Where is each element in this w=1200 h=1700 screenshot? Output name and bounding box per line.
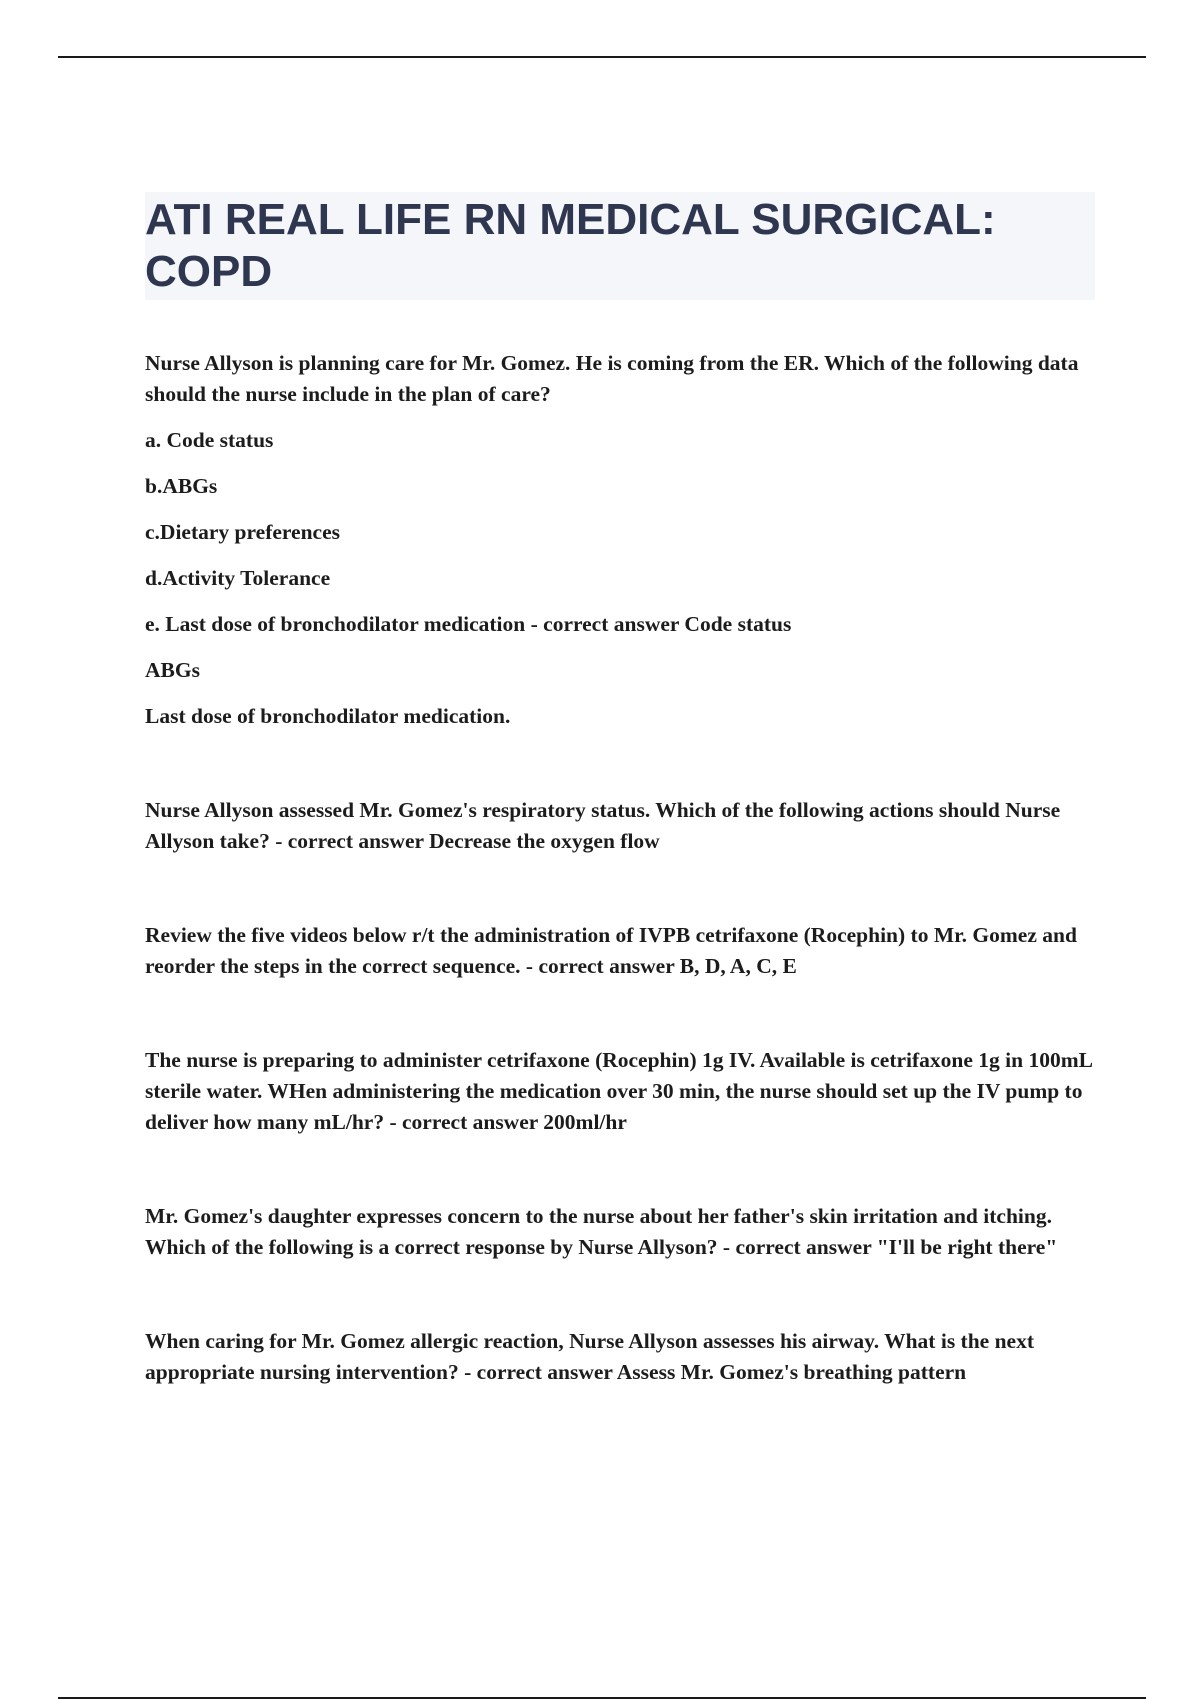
question-4-text: The nurse is preparing to administer cetrifaxone (Rocephin) 1g IV. Available is cetrifaxone 1g in 100mL sterile water. WHen administering the medication over 30 min, the nurse should set up the IV pump to deliver how many mL/hr? - correct answer 200ml/hr [145, 1048, 1092, 1134]
question-1-line: d.Activity Tolerance [145, 566, 331, 590]
title-banner [145, 192, 1095, 300]
question-1-line: Last dose of bronchodilator medication. [145, 704, 511, 728]
document-body [145, 192, 1095, 1388]
top-rule [58, 56, 1146, 58]
question-1-line: c.Dietary preferences [145, 520, 341, 544]
question-1-line: b.ABGs [145, 474, 218, 498]
question-block-4 [145, 1045, 1095, 1138]
question-1-text: Nurse Allyson is planning care for Mr. Gomez. He is coming from the ER. Which of the following data should the nurse include in the plan of care? [145, 351, 1079, 406]
question-3-text: Review the five videos below r/t the administration of IVPB cetrifaxone (Rocephin) to Mr. Gomez and reorder the steps in the correct sequence. - correct answer B, D, A, C, E [145, 923, 1077, 978]
question-1-line: e. Last dose of bronchodilator medication - correct answer Code status [145, 612, 792, 636]
question-block-1 [145, 348, 1095, 732]
question-6-text: When caring for Mr. Gomez allergic reaction, Nurse Allyson assesses his airway. What is the next appropriate nursing intervention? - correct answer Assess Mr. Gomez's breathing pattern [145, 1329, 1035, 1384]
question-block-3 [145, 920, 1095, 982]
question-2-text: Nurse Allyson assessed Mr. Gomez's respiratory status. Which of the following actions should Nurse Allyson take? - correct answer Decrease the oxygen flow [145, 798, 1061, 853]
question-block-6 [145, 1326, 1095, 1388]
bottom-rule [58, 1697, 1146, 1699]
question-block-2 [145, 795, 1095, 857]
question-1-line: ABGs [145, 658, 200, 682]
question-1-line: a. Code status [145, 428, 274, 452]
document-title: ATI REAL LIFE RN MEDICAL SURGICAL: COPD [145, 195, 996, 296]
question-block-5 [145, 1201, 1095, 1263]
question-5-text: Mr. Gomez's daughter expresses concern to the nurse about her father's skin irritation and itching. Which of the following is a correct response by Nurse Allyson? - correct answer "I'll be right there" [145, 1204, 1058, 1259]
